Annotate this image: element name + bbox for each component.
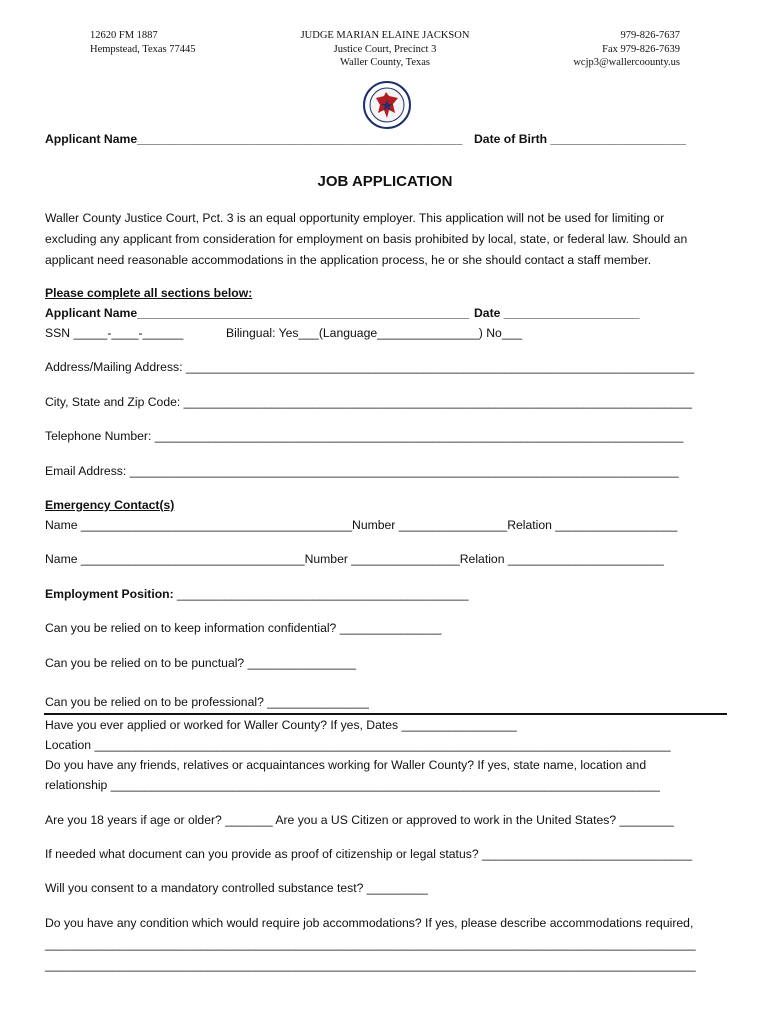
question-age-citizenship[interactable]: Are you 18 years if age or older? _______ Are you a US Citizen or approved to work in the United States? ________ xyxy=(45,813,674,827)
employment-position-line[interactable]: ___________________________________________ xyxy=(173,587,469,601)
question-professional[interactable]: Can you be relied on to be professional? _______________ xyxy=(45,695,369,709)
header-court: Justice Court, Precinct 3 xyxy=(333,43,437,55)
header-judge-name: JUDGE MARIAN ELAINE JACKSON xyxy=(300,30,470,41)
accommodations-line-2[interactable]: ________________________________________________________________________________________________ xyxy=(45,958,696,972)
question-accommodations: Do you have any condition which would require job accommodations? If yes, please describe accommodations required, xyxy=(45,916,694,930)
emergency-heading: Emergency Contact(s) xyxy=(45,498,175,512)
sections-heading: Please complete all sections below: xyxy=(45,286,253,300)
emergency-contact-row-2[interactable]: Name _________________________________Number ________________Relation _______________________ xyxy=(45,552,664,566)
intro-line-1: Waller County Justice Court, Pct. 3 is an equal opportunity employer. This application will not be used for limiting or xyxy=(45,211,665,225)
question-friends-relatives: Do you have any friends, relatives or acquaintances working for Waller County? If yes, state name, location and xyxy=(45,758,647,772)
county-seal-icon xyxy=(362,80,412,130)
telephone-field[interactable]: Telephone Number: ______________________________________________________________________________ xyxy=(45,429,684,443)
question-substance-test[interactable]: Will you consent to a mandatory controlled substance test? _________ xyxy=(45,881,428,895)
header-address-line-2: Hempstead, Texas 77445 xyxy=(90,43,196,55)
header-phone: 979-826-7637 xyxy=(620,30,680,41)
question-punctual[interactable]: Can you be relied on to be punctual? ________________ xyxy=(45,656,357,670)
header-contact xyxy=(480,29,680,70)
ssn-field[interactable]: SSN _____-____-______ xyxy=(45,326,184,340)
relationship-field[interactable]: relationship _________________________________________________________________________________ xyxy=(45,778,660,792)
header-judge xyxy=(270,29,500,70)
applicant-name-field[interactable]: Applicant Name_________________________________________________ xyxy=(45,306,470,320)
header-email: wcjp3@wallercoounty.us xyxy=(573,57,680,68)
accommodations-line-1[interactable]: ________________________________________________________________________________________________ xyxy=(45,937,696,951)
emergency-contact-row-1[interactable]: Name ________________________________________Number ________________Relation __________________ xyxy=(45,518,678,532)
page-title: JOB APPLICATION xyxy=(317,173,453,190)
top-date-of-birth: Date of Birth ____________________ xyxy=(474,132,687,146)
intro-line-3: applicant need reasonable accommodations in the application process, he or she should contact a staff member. xyxy=(45,253,652,267)
question-applied-before[interactable]: Have you ever applied or worked for Waller County? If yes, Dates _________________ xyxy=(45,718,517,732)
question-confidential[interactable]: Can you be relied on to keep information confidential? _______________ xyxy=(45,621,442,635)
header-address-line-1: 12620 FM 1887 xyxy=(90,30,158,41)
section-divider xyxy=(44,713,727,715)
top-applicant-name: Applicant Name________________________________________________ xyxy=(45,132,463,146)
header-address xyxy=(90,29,196,56)
location-field[interactable]: Location _____________________________________________________________________________________ xyxy=(45,738,671,752)
date-field[interactable]: Date ____________________ xyxy=(474,306,640,320)
employment-position-label: Employment Position: xyxy=(45,587,174,601)
address-field[interactable]: Address/Mailing Address: ___________________________________________________________________________ xyxy=(45,360,695,374)
intro-line-2: excluding any applicant from consideration for employment on basis prohibited by local, state, or federal law. Should an xyxy=(45,232,688,246)
header-county: Waller County, Texas xyxy=(340,57,430,68)
bilingual-field[interactable]: Bilingual: Yes___(Language_______________) No___ xyxy=(226,326,523,340)
employment-position-field[interactable] xyxy=(45,587,469,601)
email-field[interactable]: Email Address: _________________________________________________________________________________ xyxy=(45,464,679,478)
intro-paragraph xyxy=(45,208,735,271)
header-fax: Fax 979-826-7639 xyxy=(602,43,680,55)
city-state-zip-field[interactable]: City, State and Zip Code: ___________________________________________________________________________ xyxy=(45,395,693,409)
question-citizenship-document[interactable]: If needed what document can you provide as proof of citizenship or legal status? _______________________________ xyxy=(45,847,693,861)
